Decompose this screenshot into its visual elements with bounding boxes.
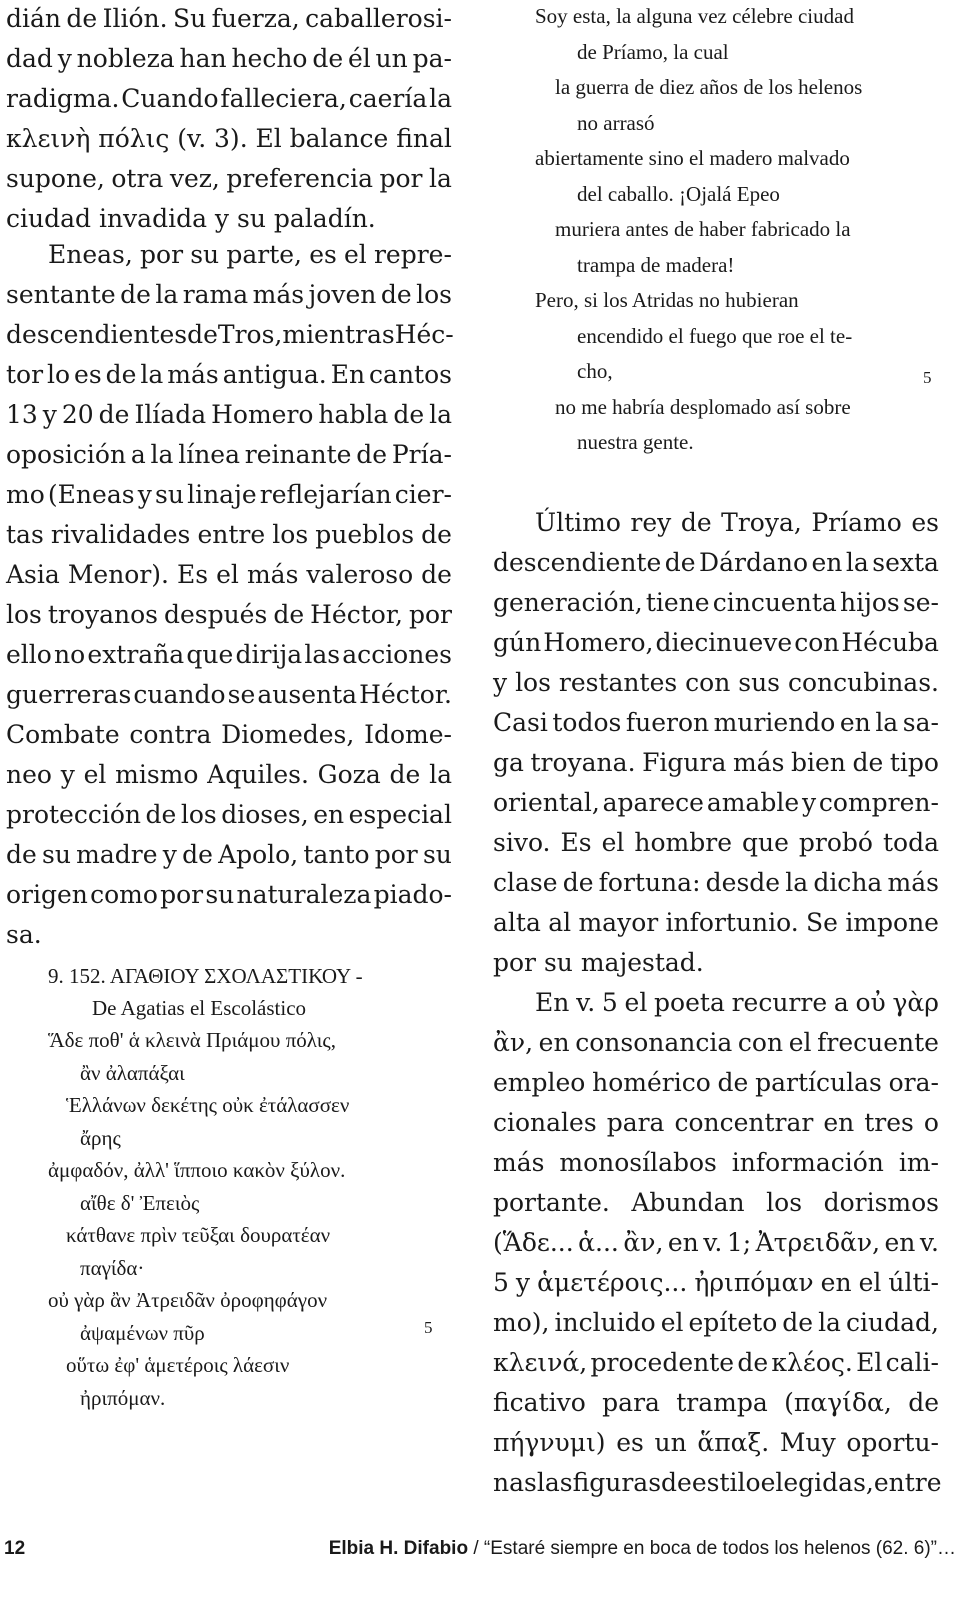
text-line: empleo homérico de partículas ora- xyxy=(493,1068,939,1097)
text-line: ἂν, en consonancia con el frecuente xyxy=(493,1028,939,1057)
text-line: dad y nobleza han hecho de él un pa- xyxy=(6,44,452,73)
text-line: ficativo para trampa (παγίδα, de xyxy=(493,1388,939,1417)
text-line: (Ἅδε... ἁ... ἂν, en v. 1; Ἀτρειδᾶν, en v. xyxy=(493,1228,939,1257)
text-line: y los restantes con sus concubinas. xyxy=(493,668,939,697)
text-line: portante. Abundan los dorismos xyxy=(493,1188,939,1217)
verse-line: παγίδα· xyxy=(80,1255,145,1280)
text-line: más monosílabos información im- xyxy=(493,1148,939,1177)
verse-line: οὐ γὰρ ἂν Ἀτρειδᾶν ὀροφηφάγον xyxy=(48,1288,328,1312)
poem-subheading: De Agatias el Escolástico xyxy=(92,996,307,1020)
verse-line: κάτθανε πρὶν τεῦξαι δουρατέαν xyxy=(66,1223,331,1247)
text-line: origen como por su naturaleza piado- xyxy=(6,880,452,909)
text-line: neo y el mismo Aquiles. Goza de la xyxy=(6,760,452,789)
verse-line: ἄρης xyxy=(80,1125,121,1150)
text-line: tas rivalidades entre los pueblos de xyxy=(6,520,452,549)
text-line: πήγνυμι) es un ἅπαξ. Muy oportu- xyxy=(493,1428,939,1457)
verse-line: Ἅδε ποθ' ἁ κλεινὰ Πριάμου πόλις, xyxy=(48,1028,336,1052)
text-line: ciudad invadida y su paladín. xyxy=(6,204,376,233)
verse-line: de Príamo, la cual xyxy=(577,39,729,64)
verse-line: no arrasó xyxy=(577,110,655,135)
verse-line: οὕτω ἐφ' ἁμετέροις λάεσιν xyxy=(66,1353,290,1377)
text-line: los troyanos después de Héctor, por xyxy=(6,600,452,629)
verse-line: ἀψαμένων πῦρ xyxy=(80,1320,205,1345)
text-line: ello no extraña que dirija las acciones xyxy=(6,640,452,669)
verse-line: encendido el fuego que roe el te- xyxy=(577,323,853,348)
text-line: de su madre y de Apolo, tanto por su xyxy=(6,840,452,869)
text-line: por su majestad. xyxy=(493,948,704,977)
text-line: ga troyana. Figura más bien de tipo xyxy=(493,748,939,777)
spanish-line-number: 5 xyxy=(923,368,932,387)
text-line: oriental, aparece amable y compren- xyxy=(493,788,939,817)
text-line: Combate contra Diomedes, Idome- xyxy=(6,720,452,749)
text-line: Eneas, por su parte, es el repre- xyxy=(48,240,452,269)
verse-line: ἠριπόμαν. xyxy=(80,1385,166,1410)
verse-line: la guerra de diez años de los helenos xyxy=(555,75,863,99)
verse-line: abiertamente sino el madero malvado xyxy=(535,146,850,170)
text-line: clase de fortuna: desde la dicha más xyxy=(493,868,939,897)
verse-line: Ἑλλάνων δεκέτης οὐκ ἐτάλασσεν xyxy=(66,1093,350,1117)
text-line: generación, tiene cincuenta hijos se- xyxy=(493,588,939,617)
verse-line: no me habría desplomado así sobre xyxy=(555,394,851,419)
verse-line: del caballo. ¡Ojalá Epeo xyxy=(577,181,780,206)
text-line: descendiente de Dárdano en la sexta xyxy=(493,548,939,577)
text-line: 13 y 20 de Ilíada Homero habla de la xyxy=(6,400,452,429)
verse-line: αἴθε δ' Ἐπειὸς xyxy=(80,1190,200,1215)
text-line: κλεινὴ πόλις (v. 3). El balance final xyxy=(6,124,452,153)
text-line: sivo. Es el hombre que probó toda xyxy=(493,828,939,857)
verse-line: ἀμφαδόν, ἀλλ' ἵπποιο κακὸν ξύλον. xyxy=(48,1158,346,1182)
verse-line: Soy esta, la alguna vez célebre ciudad xyxy=(535,4,854,28)
verse-line: trampa de madera! xyxy=(577,252,735,277)
footer-title: / “Estaré siempre en boca de todos los helenos (62. 6)”… xyxy=(468,1538,956,1559)
verse-line: cho, xyxy=(577,359,613,383)
verse-line: muriera antes de haber fabricado la xyxy=(555,217,851,241)
verse-line: ἂν ἀλαπάξαι xyxy=(80,1060,185,1085)
text-line: Casi todos fueron muriendo en la sa- xyxy=(493,708,939,737)
poem-heading: 9. 152. ΑΓΑΘΙΟΥ ΣΧΟΛΑΣΤΙΚΟΥ - xyxy=(48,964,363,988)
text-line: guerreras cuando se ausenta Héctor. xyxy=(6,680,452,709)
text-line: Último rey de Troya, Príamo es xyxy=(535,508,939,537)
page-footer xyxy=(0,1534,960,1564)
page-number: 12 xyxy=(4,1538,26,1559)
text-line: mo), incluido el epíteto de la ciudad, xyxy=(493,1308,939,1337)
verse-line: nuestra gente. xyxy=(577,430,694,454)
text-line: tor lo es de la más antigua. En cantos xyxy=(6,360,452,389)
text-line: protección de los dioses, en especial xyxy=(6,800,452,829)
text-line: dián de Ilión. Su fuerza, caballerosi- xyxy=(6,4,452,33)
footer-author: Elbia H. Difabio xyxy=(328,1538,469,1559)
text-line: 5 y ἁμετέροις... ἠριπόμαν en el últi- xyxy=(493,1268,939,1297)
text-line: oposición a la línea reinante de Pría- xyxy=(6,440,452,469)
text-line: gún Homero, diecinueve con Hécuba xyxy=(493,628,939,657)
text-line: alta al mayor infortunio. Se impone xyxy=(493,908,939,937)
verse-line: Pero, si los Atridas no hubieran xyxy=(535,288,799,312)
text-line: sentante de la rama más joven de los xyxy=(6,280,452,309)
text-line: descendientes de Tros, mientras Héc- xyxy=(6,320,454,349)
text-line: radigma. Cuando falleciera, caería la xyxy=(6,84,452,113)
text-line: mo (Eneas y su linaje reflejarían cier- xyxy=(6,480,452,509)
text-line: sa. xyxy=(6,920,42,949)
running-footer xyxy=(329,1538,956,1560)
text-line: nas las figuras de estilo elegidas, entre xyxy=(493,1468,942,1497)
greek-line-number: 5 xyxy=(424,1318,433,1337)
text-line: En v. 5 el poeta recurre a οὐ γὰρ xyxy=(535,988,939,1017)
text-line: Asia Menor). Es el más valeroso de xyxy=(6,560,452,589)
text-line: supone, otra vez, preferencia por la xyxy=(6,164,452,193)
text-line: κλεινά, procedente de κλέος. El cali- xyxy=(493,1348,939,1377)
text-line: cionales para concentrar en tres o xyxy=(493,1108,939,1137)
